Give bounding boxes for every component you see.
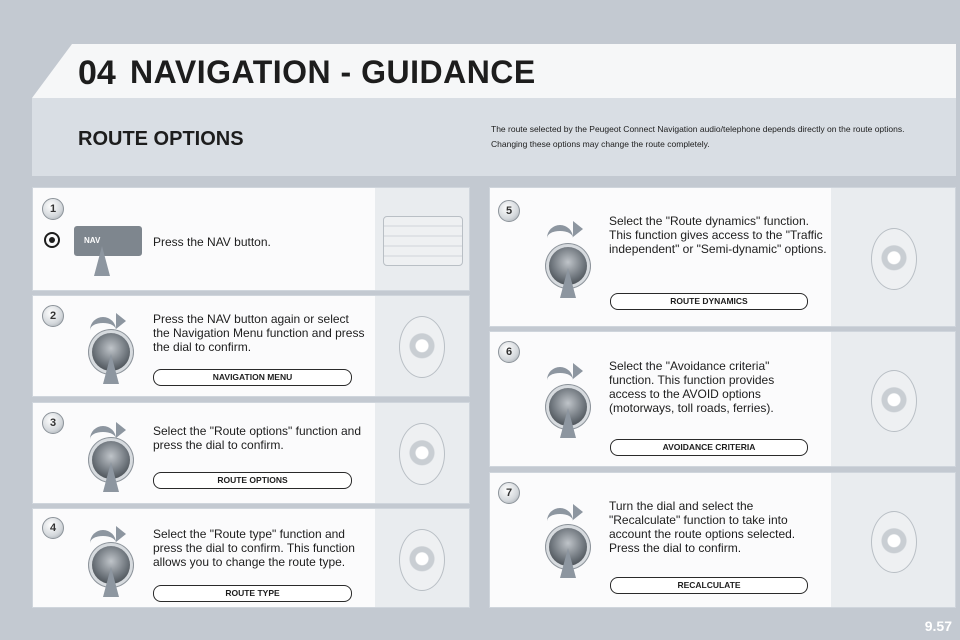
step-text-6: Select the "Avoidance criteria" function. This function provides access to the AVOID options (motorways, toll roads, ferries). xyxy=(609,359,775,415)
control-dial-icon xyxy=(871,228,917,290)
menu-label-avoidance-criteria: AVOIDANCE CRITERIA xyxy=(610,439,808,456)
menu-label-route-dynamics: ROUTE DYNAMICS xyxy=(610,293,808,310)
menu-label-recalculate: RECALCULATE xyxy=(610,577,808,594)
step-image-zone xyxy=(831,332,955,466)
menu-label-route-type: ROUTE TYPE xyxy=(153,585,352,602)
step-image-zone xyxy=(375,509,469,607)
step-badge-1: 1 xyxy=(42,198,64,220)
step-text-3: Select the "Route options" function and press the dial to confirm. xyxy=(153,424,361,452)
nav-button-icon: NAV xyxy=(74,226,142,256)
step-text-2: Press the NAV button again or select the Navigation Menu function and press the dial to confirm. xyxy=(153,312,365,354)
press-arrow-icon xyxy=(103,462,119,492)
audio-console-icon xyxy=(383,216,463,266)
page-number: 9.57 xyxy=(924,618,952,634)
step-badge-5: 5 xyxy=(498,200,520,222)
turn-arrow-icon xyxy=(547,508,573,528)
menu-label-navigation-menu: NAVIGATION MENU xyxy=(153,369,352,386)
step-image-zone xyxy=(375,296,469,396)
intro-line-1: The route selected by the Peugeot Connect Navigation audio/telephone depends directly on the route options. xyxy=(491,124,905,134)
step-image-zone xyxy=(831,473,955,607)
step-badge-4: 4 xyxy=(42,517,64,539)
step-text-5: Select the "Route dynamics" function. This function gives access to the "Traffic independent" or "Semi-dynamic" options. xyxy=(609,214,827,256)
control-dial-icon xyxy=(399,529,445,591)
turn-arrow-icon xyxy=(547,225,573,245)
step-image-zone xyxy=(375,403,469,503)
press-arrow-icon xyxy=(560,408,576,438)
step-text-4: Select the "Route type" function and press the dial to confirm. This function allows you to change the route type. xyxy=(153,527,355,569)
press-arrow-icon xyxy=(94,246,110,276)
header-corner xyxy=(32,44,72,98)
intro-line-2: Changing these options may change the route completely. xyxy=(491,139,710,149)
section-title: ROUTE OPTIONS xyxy=(78,128,244,150)
press-arrow-icon xyxy=(103,354,119,384)
step-badge-7: 7 xyxy=(498,482,520,504)
turn-arrow-icon xyxy=(547,367,573,387)
intro-text xyxy=(491,122,921,152)
step-badge-2: 2 xyxy=(42,305,64,327)
press-arrow-icon xyxy=(560,268,576,298)
menu-label-route-options: ROUTE OPTIONS xyxy=(153,472,352,489)
step-text-1: Press the NAV button. xyxy=(153,235,271,249)
step-image-zone xyxy=(375,188,469,290)
step-badge-6: 6 xyxy=(498,341,520,363)
control-dial-icon xyxy=(399,316,445,378)
control-dial-icon xyxy=(871,370,917,432)
press-arrow-icon xyxy=(560,548,576,578)
chapter-number: 04 xyxy=(78,54,116,92)
step-text-7: Turn the dial and select the "Recalculate" function to take into account the route options selected. Press the dial to confirm. xyxy=(609,499,796,555)
control-dial-icon xyxy=(399,423,445,485)
look-icon xyxy=(44,232,60,248)
press-arrow-icon xyxy=(103,567,119,597)
control-dial-icon xyxy=(871,511,917,573)
step-badge-3: 3 xyxy=(42,412,64,434)
step-image-zone xyxy=(831,188,955,326)
page-title: NAVIGATION - GUIDANCE xyxy=(130,54,536,90)
